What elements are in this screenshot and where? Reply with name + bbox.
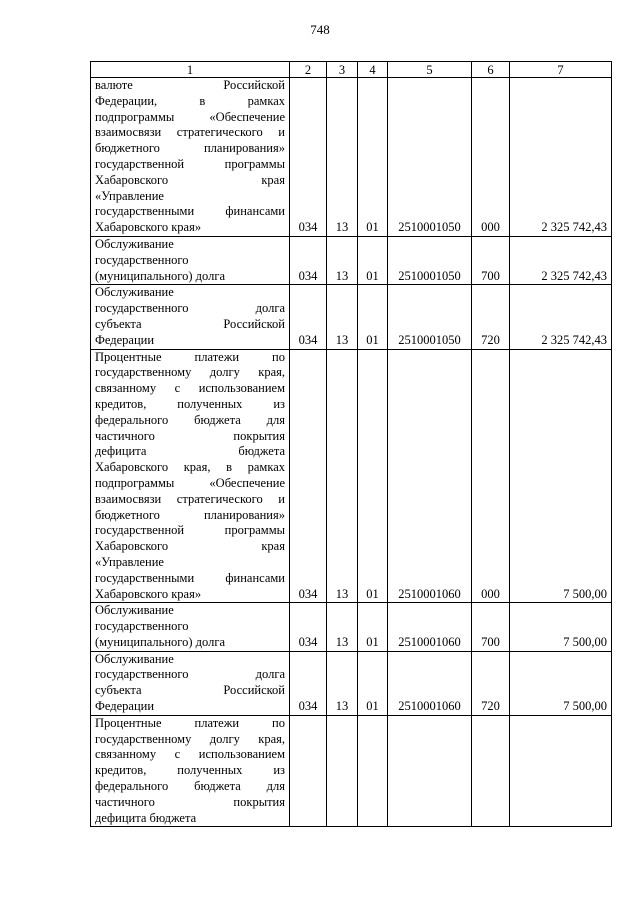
cell-subsection: 01 [358,236,388,284]
description-line: государственного долга [95,301,285,316]
cell-target-article: 2510001060 [388,651,472,715]
column-header: 5 [388,62,472,78]
cell-target-article: 2510001050 [388,285,472,349]
description-line: Процентные платежи по [95,715,285,730]
description-line: субъекта Российской [95,683,285,698]
column-header: 1 [91,62,290,78]
description-line: Федерации [95,699,155,714]
cell-subsection: 01 [358,285,388,349]
cell-section: 13 [327,236,358,284]
description-line: Федерации, в рамках [95,93,285,108]
cell-subsection: 01 [358,603,388,651]
cell-section: 13 [327,651,358,715]
row-description [91,349,290,603]
cell-target-article: 2510001050 [388,78,472,237]
description-line: государственного долга [95,667,285,682]
description-line: Обслуживание [95,285,174,300]
description-line: федерального бюджета для [95,412,285,427]
cell-section: 13 [327,603,358,651]
cell-section: 13 [327,349,358,603]
cell-amount: 7 500,00 [510,603,612,651]
description-line: государственного [95,619,189,634]
cell-target-article: 2510001060 [388,603,472,651]
table-row [91,651,612,715]
description-line: взаимосвязи стратегического и [95,491,285,506]
description-line: Хабаровского края [95,172,285,187]
cell-subsection: 01 [358,78,388,237]
cell-expense-type: 700 [472,603,510,651]
table-row [91,715,612,827]
column-header-row [91,62,612,78]
cell-subsection [358,715,388,827]
description-line: кредитов, полученных из [95,396,285,411]
description-line: Хабаровского края, в рамках [95,460,285,475]
description-line: Федерации [95,332,155,347]
cell-section: 13 [327,78,358,237]
description-line: связанному с использованием [95,747,285,762]
description-line: Хабаровского края» [95,220,202,235]
table-row [91,285,612,349]
cell-amount: 2 325 742,43 [510,285,612,349]
row-description [91,78,290,237]
description-line: подпрограммы «Обеспечение [95,475,285,490]
description-line: государственного [95,252,189,267]
cell-expense-type: 720 [472,651,510,715]
description-line: частичного покрытия [95,428,285,443]
column-header: 3 [327,62,358,78]
row-description [91,603,290,651]
description-line: субъекта Российской [95,316,285,331]
cell-amount: 2 325 742,43 [510,236,612,284]
description-line: бюджетного планирования» [95,507,285,522]
description-line: государственной программы [95,156,285,171]
cell-expense-type: 000 [472,349,510,603]
cell-subsection: 01 [358,349,388,603]
column-header: 4 [358,62,388,78]
table-row [91,349,612,603]
description-line: Обслуживание [95,603,174,618]
cell-amount: 7 500,00 [510,349,612,603]
description-line: (муниципального) долга [95,634,226,649]
column-header: 2 [290,62,327,78]
description-line: государственному долгу края, [95,731,285,746]
description-line: связанному с использованием [95,381,285,396]
description-line: государственными финансами [95,204,285,219]
page-number: 748 [310,22,330,37]
cell-expense-type: 000 [472,78,510,237]
table-row [91,78,612,237]
cell-expense-type [472,715,510,827]
cell-subsection: 01 [358,651,388,715]
cell-grbs: 034 [290,285,327,349]
cell-target-article: 2510001060 [388,349,472,603]
column-header: 6 [472,62,510,78]
cell-expense-type: 720 [472,285,510,349]
description-line: Хабаровского края [95,539,285,554]
budget-table [90,61,612,827]
row-description [91,285,290,349]
description-line: бюджетного планирования» [95,141,285,156]
row-description [91,651,290,715]
description-line: государственными финансами [95,570,285,585]
description-line: Хабаровского края» [95,586,202,601]
description-line: частичного покрытия [95,794,285,809]
description-line: валюте Российской [95,78,285,92]
description-line: взаимосвязи стратегического и [95,125,285,140]
cell-grbs: 034 [290,78,327,237]
description-line: кредитов, полученных из [95,763,285,778]
cell-target-article [388,715,472,827]
description-line: подпрограммы «Обеспечение [95,109,285,124]
cell-grbs: 034 [290,349,327,603]
description-line: Обслуживание [95,651,174,666]
cell-grbs: 034 [290,236,327,284]
cell-amount: 2 325 742,43 [510,78,612,237]
table-row [91,603,612,651]
description-line: государственной программы [95,523,285,538]
column-header: 7 [510,62,612,78]
row-description [91,715,290,827]
cell-section [327,715,358,827]
row-description [91,236,290,284]
description-line: «Управление [95,188,164,203]
description-line: Обслуживание [95,236,174,251]
table-row [91,236,612,284]
description-line: «Управление [95,554,164,569]
cell-section: 13 [327,285,358,349]
cell-amount [510,715,612,827]
cell-grbs: 034 [290,603,327,651]
description-line: федерального бюджета для [95,779,285,794]
description-line: дефицита бюджета [95,810,197,825]
description-line: дефицита бюджета [95,444,285,459]
description-line: государственному долгу края, [95,365,285,380]
cell-grbs: 034 [290,651,327,715]
description-line: Процентные платежи по [95,349,285,364]
cell-expense-type: 700 [472,236,510,284]
description-line: (муниципального) долга [95,268,226,283]
cell-amount: 7 500,00 [510,651,612,715]
cell-target-article: 2510001050 [388,236,472,284]
cell-grbs [290,715,327,827]
